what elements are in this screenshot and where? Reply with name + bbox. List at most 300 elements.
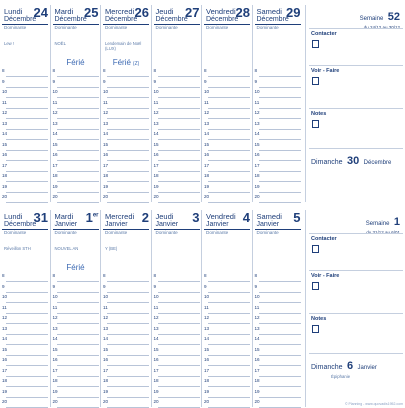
- day-header: [152, 5, 202, 35]
- hour-slot[interactable]: [253, 304, 303, 314]
- hour-label: 9: [153, 283, 157, 289]
- day-number-value: 24: [33, 5, 48, 20]
- hour-line: [208, 202, 250, 203]
- hour-slot[interactable]: [152, 78, 202, 88]
- hour-label: 16: [2, 152, 8, 157]
- week-header: [366, 212, 400, 235]
- hour-slot[interactable]: [152, 398, 202, 408]
- hour-slot[interactable]: [202, 304, 252, 314]
- hour-slot[interactable]: [0, 120, 50, 130]
- hour-label: 18: [2, 378, 8, 383]
- hour-slot[interactable]: [152, 67, 202, 77]
- day-header: [202, 5, 252, 35]
- hour-label: 12: [254, 110, 260, 115]
- hour-slot[interactable]: [0, 346, 50, 356]
- hour-slot[interactable]: [202, 151, 252, 161]
- day-month: Décembre: [256, 16, 289, 23]
- hour-label: 19: [2, 183, 8, 189]
- hour-slot[interactable]: [253, 325, 303, 335]
- hour-slot[interactable]: [152, 356, 202, 366]
- hour-label: 11: [103, 304, 108, 310]
- day-number: [135, 5, 149, 20]
- hour-label: 17: [52, 162, 58, 168]
- hour-label: 14: [254, 336, 260, 341]
- hour-slot[interactable]: [101, 130, 151, 140]
- hour-label: 17: [254, 162, 260, 168]
- hour-label: 18: [254, 378, 260, 383]
- hour-slot[interactable]: [152, 377, 202, 387]
- ferie-label: [101, 58, 151, 67]
- hour-slot[interactable]: [202, 172, 252, 182]
- hour-slot[interactable]: [152, 314, 202, 324]
- hour-slot[interactable]: [0, 130, 50, 140]
- hour-slot[interactable]: [51, 377, 101, 387]
- hour-label: 16: [254, 357, 260, 362]
- hour-slot[interactable]: [101, 388, 151, 398]
- voir-faire-heading: Voir - Faire: [311, 68, 340, 74]
- hour-label: 14: [204, 131, 210, 136]
- hour-label: 9: [254, 283, 258, 289]
- hour-slot[interactable]: [101, 183, 151, 193]
- hour-slot[interactable]: [51, 367, 101, 377]
- hour-label: 11: [153, 304, 159, 310]
- hour-slot[interactable]: [51, 325, 101, 335]
- day-number: [243, 210, 250, 225]
- hour-slot[interactable]: [51, 67, 101, 77]
- hour-slot[interactable]: [202, 109, 252, 119]
- hour-label: 15: [52, 141, 58, 147]
- hour-label: 19: [204, 388, 210, 394]
- hour-label: 14: [204, 336, 210, 341]
- day-number-value: 2: [141, 210, 149, 225]
- day-number-value: 27: [185, 5, 200, 20]
- hour-slot[interactable]: [202, 99, 252, 109]
- hour-slot[interactable]: [0, 356, 50, 366]
- hour-slot[interactable]: [51, 183, 101, 193]
- hour-label: 12: [153, 110, 159, 115]
- hour-slot[interactable]: [101, 67, 151, 77]
- hour-slot[interactable]: [253, 398, 303, 408]
- hour-slot[interactable]: [0, 183, 50, 193]
- hour-slot[interactable]: [253, 183, 303, 193]
- hour-slot[interactable]: [0, 151, 50, 161]
- hour-slot[interactable]: [0, 283, 50, 293]
- hour-label: 15: [254, 346, 260, 352]
- hour-slot[interactable]: [51, 293, 101, 303]
- day-number-value: 29: [286, 5, 301, 20]
- hour-label: 18: [52, 378, 58, 383]
- hour-label: 16: [103, 357, 109, 362]
- day-month: Janvier: [256, 221, 280, 228]
- day-header-rule: [53, 24, 99, 25]
- hour-slot[interactable]: [202, 293, 252, 303]
- hour-slot[interactable]: [101, 293, 151, 303]
- hour-slot[interactable]: [152, 367, 202, 377]
- hour-label: 15: [204, 141, 210, 147]
- hour-slot[interactable]: [101, 283, 151, 293]
- hour-label: 15: [103, 141, 109, 147]
- hour-label: 11: [52, 304, 58, 310]
- day-number: [286, 5, 300, 20]
- hour-slot[interactable]: [253, 193, 303, 203]
- hour-slot[interactable]: [152, 346, 202, 356]
- hour-slot[interactable]: [152, 88, 202, 98]
- hour-slot[interactable]: [101, 99, 151, 109]
- hour-label: 16: [2, 357, 8, 362]
- day-number-value: 31: [33, 210, 48, 225]
- hour-label: 17: [254, 367, 260, 373]
- hour-slot[interactable]: [51, 398, 101, 408]
- hour-slot[interactable]: [0, 293, 50, 303]
- hour-slot[interactable]: [51, 272, 101, 282]
- hour-label: 20: [254, 194, 260, 199]
- day-name: Lundi: [4, 212, 23, 221]
- day-header: [0, 5, 50, 35]
- hour-slot[interactable]: [101, 78, 151, 88]
- hour-slot[interactable]: [253, 67, 303, 77]
- hour-slot[interactable]: [101, 325, 151, 335]
- hour-slot[interactable]: [253, 109, 303, 119]
- hour-label: 12: [2, 315, 8, 320]
- day-number: [34, 210, 48, 225]
- hour-slot[interactable]: [152, 325, 202, 335]
- hour-slot[interactable]: [253, 99, 303, 109]
- hour-slot[interactable]: [0, 88, 50, 98]
- day-name: Lundi: [4, 7, 23, 16]
- hour-label: 9: [52, 78, 56, 84]
- hour-label: 11: [204, 99, 209, 105]
- hour-slot[interactable]: [0, 314, 50, 324]
- hour-slot[interactable]: [253, 356, 303, 366]
- week-header: [360, 7, 400, 30]
- hour-slot[interactable]: [51, 388, 101, 398]
- hour-slot[interactable]: [202, 388, 252, 398]
- hour-slot[interactable]: [202, 183, 252, 193]
- day-number-value: 3: [192, 210, 200, 225]
- hour-label: 11: [52, 99, 58, 105]
- day-month: Décembre: [105, 16, 138, 23]
- day-divider: [201, 210, 202, 407]
- day-event-note: Y (BE): [105, 246, 118, 251]
- hour-slot[interactable]: [152, 388, 202, 398]
- day-number-value: 4: [242, 210, 250, 225]
- hour-label: 10: [52, 89, 58, 94]
- hour-label: 10: [254, 89, 260, 94]
- hour-label: 20: [103, 194, 109, 199]
- hour-label: 13: [2, 120, 8, 126]
- hour-slot[interactable]: [51, 314, 101, 324]
- hour-slot[interactable]: [152, 172, 202, 182]
- hour-label: 17: [204, 367, 210, 373]
- hour-slot[interactable]: [202, 88, 252, 98]
- hour-slot[interactable]: [51, 78, 101, 88]
- hour-slot[interactable]: [202, 314, 252, 324]
- hour-label: 15: [254, 141, 260, 147]
- day-header: [152, 210, 202, 240]
- hour-slot[interactable]: [152, 304, 202, 314]
- day-divider: [252, 210, 253, 407]
- hour-slot[interactable]: [51, 356, 101, 366]
- hour-slot[interactable]: [152, 130, 202, 140]
- hour-slot[interactable]: [0, 162, 50, 172]
- hour-slot[interactable]: [0, 172, 50, 182]
- day-number: [192, 210, 199, 225]
- hour-label: 16: [52, 152, 58, 157]
- hour-slot[interactable]: [202, 162, 252, 172]
- day-number-suffix: er: [92, 212, 99, 219]
- hour-label: 14: [2, 336, 8, 341]
- hour-slot[interactable]: [202, 272, 252, 282]
- hour-slot[interactable]: [51, 172, 101, 182]
- hour-label: 17: [153, 367, 159, 373]
- hour-slot[interactable]: [0, 304, 50, 314]
- hour-slot[interactable]: [0, 193, 50, 203]
- hour-slot[interactable]: [51, 304, 101, 314]
- hour-slot[interactable]: [101, 141, 151, 151]
- hour-slot[interactable]: [152, 193, 202, 203]
- hour-slot[interactable]: [152, 272, 202, 282]
- hour-slot[interactable]: [101, 304, 151, 314]
- hour-slot[interactable]: [101, 109, 151, 119]
- hour-slot[interactable]: [202, 325, 252, 335]
- pencil-icon: [312, 120, 319, 128]
- hour-label: 19: [204, 183, 210, 189]
- hour-slot[interactable]: [202, 377, 252, 387]
- section-rule: [309, 233, 403, 234]
- hour-slot[interactable]: [0, 367, 50, 377]
- hour-slot[interactable]: [202, 346, 252, 356]
- hour-slot[interactable]: [253, 120, 303, 130]
- hour-label: 16: [153, 152, 159, 157]
- hour-label: 10: [153, 294, 159, 299]
- hour-label: 12: [103, 110, 109, 115]
- hour-slot[interactable]: [0, 388, 50, 398]
- hour-slot[interactable]: [101, 272, 151, 282]
- hour-slot[interactable]: [152, 335, 202, 345]
- hour-label: 15: [2, 141, 8, 147]
- hour-slot[interactable]: [0, 78, 50, 88]
- hour-slot[interactable]: [51, 162, 101, 172]
- hour-slot[interactable]: [51, 151, 101, 161]
- hour-slot[interactable]: [253, 335, 303, 345]
- hour-label: 20: [52, 194, 58, 199]
- hour-slot[interactable]: [202, 367, 252, 377]
- hour-slot[interactable]: [253, 162, 303, 172]
- hour-label: 13: [254, 325, 260, 331]
- hour-slot[interactable]: [0, 99, 50, 109]
- hour-slot[interactable]: [253, 346, 303, 356]
- hour-slot[interactable]: [202, 335, 252, 345]
- hour-slot[interactable]: [51, 99, 101, 109]
- hour-slot[interactable]: [51, 141, 101, 151]
- hour-label: 13: [254, 120, 260, 126]
- hour-slot[interactable]: [101, 151, 151, 161]
- hour-slot[interactable]: [202, 356, 252, 366]
- hour-slot[interactable]: [152, 120, 202, 130]
- day-header: [253, 5, 303, 35]
- hour-label: 18: [153, 173, 159, 178]
- hour-slot[interactable]: [101, 398, 151, 408]
- hour-slot[interactable]: [152, 151, 202, 161]
- day-event-note: NOUVEL AN: [54, 246, 79, 251]
- hour-label: 8: [204, 273, 207, 278]
- hour-label: 11: [2, 99, 7, 105]
- hour-slot[interactable]: [51, 335, 101, 345]
- hour-label: 17: [103, 367, 109, 373]
- day-number-value: 26: [134, 5, 149, 20]
- hour-label: 20: [254, 399, 260, 404]
- hour-slot[interactable]: [101, 367, 151, 377]
- day-column: [0, 210, 50, 407]
- hour-slot[interactable]: [152, 162, 202, 172]
- day-event-note: Réveillon STH: [4, 246, 31, 251]
- hour-slot[interactable]: [253, 283, 303, 293]
- hour-slot[interactable]: [51, 283, 101, 293]
- hour-slot[interactable]: [253, 141, 303, 151]
- hour-slot[interactable]: [0, 377, 50, 387]
- hour-slot[interactable]: [51, 130, 101, 140]
- hour-slot[interactable]: [0, 141, 50, 151]
- hour-slot[interactable]: [253, 272, 303, 282]
- hour-slot[interactable]: [0, 109, 50, 119]
- hour-label: 10: [153, 89, 159, 94]
- day-column: [152, 210, 202, 407]
- hour-label: 11: [254, 99, 260, 105]
- hour-slot[interactable]: [253, 151, 303, 161]
- day-header: [101, 5, 151, 35]
- hour-label: 12: [103, 315, 109, 320]
- hour-slot[interactable]: [0, 398, 50, 408]
- hour-slot[interactable]: [101, 377, 151, 387]
- hour-label: 16: [204, 357, 210, 362]
- hour-label: 8: [52, 273, 56, 278]
- hour-slot[interactable]: [51, 120, 101, 130]
- day-divider: [151, 210, 152, 407]
- hour-label: 10: [103, 294, 109, 299]
- hour-label: 18: [2, 173, 8, 178]
- day-month: Janvier: [54, 221, 78, 228]
- hour-slot[interactable]: [101, 356, 151, 366]
- hour-slot[interactable]: [101, 193, 151, 203]
- hour-label: 16: [254, 152, 260, 157]
- hour-label: 17: [103, 162, 109, 168]
- hour-label: 19: [103, 388, 109, 394]
- hour-label: 17: [52, 367, 58, 373]
- hour-label: 8: [153, 68, 157, 73]
- week-sidebar: [305, 5, 405, 202]
- hour-label: 16: [153, 357, 159, 362]
- hour-slot[interactable]: [152, 99, 202, 109]
- hour-slot[interactable]: [202, 141, 252, 151]
- hour-label: 14: [254, 131, 260, 136]
- hour-slot[interactable]: [51, 88, 101, 98]
- day-grid: [0, 210, 303, 407]
- day-column: [253, 210, 303, 407]
- hour-slot[interactable]: [202, 120, 252, 130]
- day-divider: [50, 210, 51, 407]
- hour-label: 15: [204, 346, 210, 352]
- hour-slot[interactable]: [152, 183, 202, 193]
- hour-label: 8: [254, 68, 258, 73]
- day-month: Décembre: [4, 16, 37, 23]
- hour-slot[interactable]: [253, 293, 303, 303]
- hour-slot[interactable]: [101, 172, 151, 182]
- day-month: Décembre: [206, 16, 239, 23]
- day-header: [0, 210, 50, 240]
- day-month: Janvier: [105, 221, 128, 228]
- hour-slot[interactable]: [101, 346, 151, 356]
- hour-slot[interactable]: [202, 67, 252, 77]
- day-number: [142, 210, 149, 225]
- hour-slot[interactable]: [101, 120, 151, 130]
- hour-label: 17: [2, 367, 8, 373]
- day-column: [101, 5, 151, 202]
- hour-label: 14: [153, 336, 159, 341]
- hour-slot[interactable]: [152, 293, 202, 303]
- hour-label: 10: [52, 294, 58, 299]
- hour-slot[interactable]: [253, 130, 303, 140]
- hour-slot[interactable]: [253, 377, 303, 387]
- hour-label: 13: [204, 120, 210, 126]
- day-number-value: 5: [293, 210, 301, 225]
- hour-label: 12: [204, 110, 210, 115]
- hour-slot[interactable]: [0, 272, 50, 282]
- hour-slot[interactable]: [51, 109, 101, 119]
- day-header-rule: [103, 229, 149, 230]
- hour-line: [158, 202, 200, 203]
- hour-slot[interactable]: [253, 172, 303, 182]
- ferie-text: Férié: [112, 58, 131, 67]
- section-rule: [309, 108, 403, 109]
- day-name: Vendredi: [206, 7, 236, 16]
- hour-slot[interactable]: [101, 314, 151, 324]
- hour-label: 12: [52, 315, 58, 320]
- day-header: [202, 210, 252, 240]
- hour-line: [57, 202, 99, 203]
- hour-slot[interactable]: [202, 283, 252, 293]
- hour-slot[interactable]: [152, 109, 202, 119]
- hour-slot[interactable]: [0, 335, 50, 345]
- day-number: [84, 5, 98, 20]
- day-dominante: Dominante: [105, 25, 128, 30]
- day-header-rule: [53, 229, 99, 230]
- hour-label: 14: [2, 131, 8, 136]
- hour-slot[interactable]: [202, 78, 252, 88]
- hour-slot[interactable]: [253, 367, 303, 377]
- hour-slot[interactable]: [152, 141, 202, 151]
- hour-slot[interactable]: [101, 335, 151, 345]
- hour-slot[interactable]: [101, 88, 151, 98]
- hour-slot[interactable]: [51, 193, 101, 203]
- hour-slot[interactable]: [253, 314, 303, 324]
- hour-slot[interactable]: [0, 325, 50, 335]
- section-rule: [309, 65, 403, 66]
- hour-slot[interactable]: [253, 388, 303, 398]
- hour-slot[interactable]: [202, 398, 252, 408]
- contacter-heading: Contacter: [311, 236, 337, 242]
- hour-label: 9: [2, 283, 5, 289]
- hour-slot[interactable]: [253, 88, 303, 98]
- hour-slot[interactable]: [202, 193, 252, 203]
- hour-slot[interactable]: [152, 283, 202, 293]
- hour-slot[interactable]: [253, 78, 303, 88]
- hour-slot[interactable]: [51, 346, 101, 356]
- voir-faire-heading: Voir - Faire: [311, 273, 340, 279]
- hour-slot[interactable]: [0, 67, 50, 77]
- hour-slot[interactable]: [101, 162, 151, 172]
- hour-slot[interactable]: [202, 130, 252, 140]
- section-rule: [309, 353, 403, 354]
